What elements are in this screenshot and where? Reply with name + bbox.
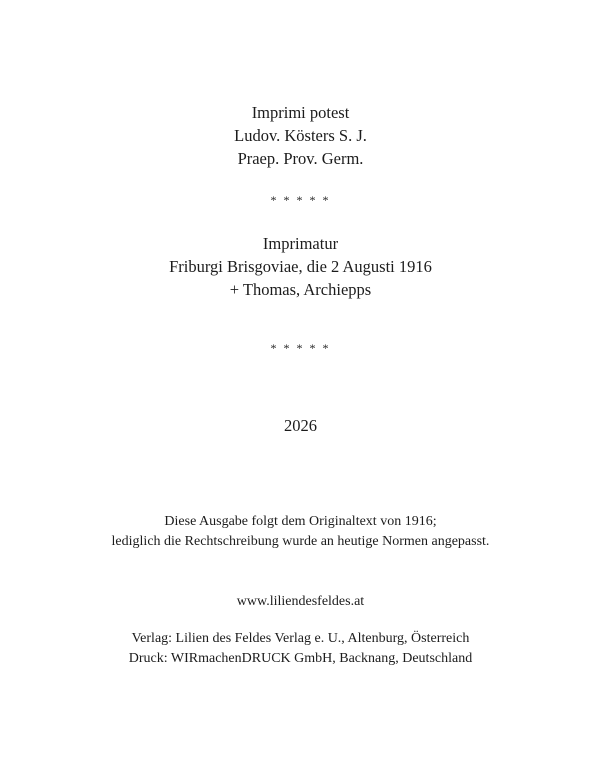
website-url: www.liliendesfeldes.at — [236, 594, 365, 609]
imprimatur-block — [0, 232, 601, 301]
imprimatur-heading: Imprimatur — [262, 234, 339, 253]
publisher-verlag: Verlag: Lilien des Feldes Verlag e. U., Altenburg, Österreich — [131, 631, 470, 646]
imprimatur-place-date: Friburgi Brisgoviae, die 2 Augusti 1916 — [169, 257, 432, 276]
edition-note-line-2: lediglich die Rechtschreibung wurde an heutige Normen angepasst. — [111, 534, 490, 549]
imprimatur-archbishop: + Thomas, Archiepps — [229, 280, 372, 299]
imprimi-censor-name: Ludov. Kösters S. J. — [234, 126, 367, 145]
separator-stars: * * * * * — [270, 341, 331, 355]
separator-stars: * * * * * — [270, 193, 331, 207]
year-text: 2026 — [284, 416, 317, 435]
imprimi-potest-block — [0, 101, 601, 170]
edition-year — [0, 414, 601, 437]
website-block — [0, 592, 601, 612]
imprimi-potest-heading: Imprimi potest — [251, 103, 350, 122]
publisher-druck: Druck: WIRmachenDRUCK GmbH, Backnang, Deutschland — [128, 651, 473, 666]
publisher-info — [0, 629, 601, 669]
edition-note — [0, 512, 601, 552]
imprimi-censor-title: Praep. Prov. Germ. — [237, 149, 364, 168]
edition-note-line-1: Diese Ausgabe folgt dem Originaltext von 1916; — [164, 514, 437, 529]
